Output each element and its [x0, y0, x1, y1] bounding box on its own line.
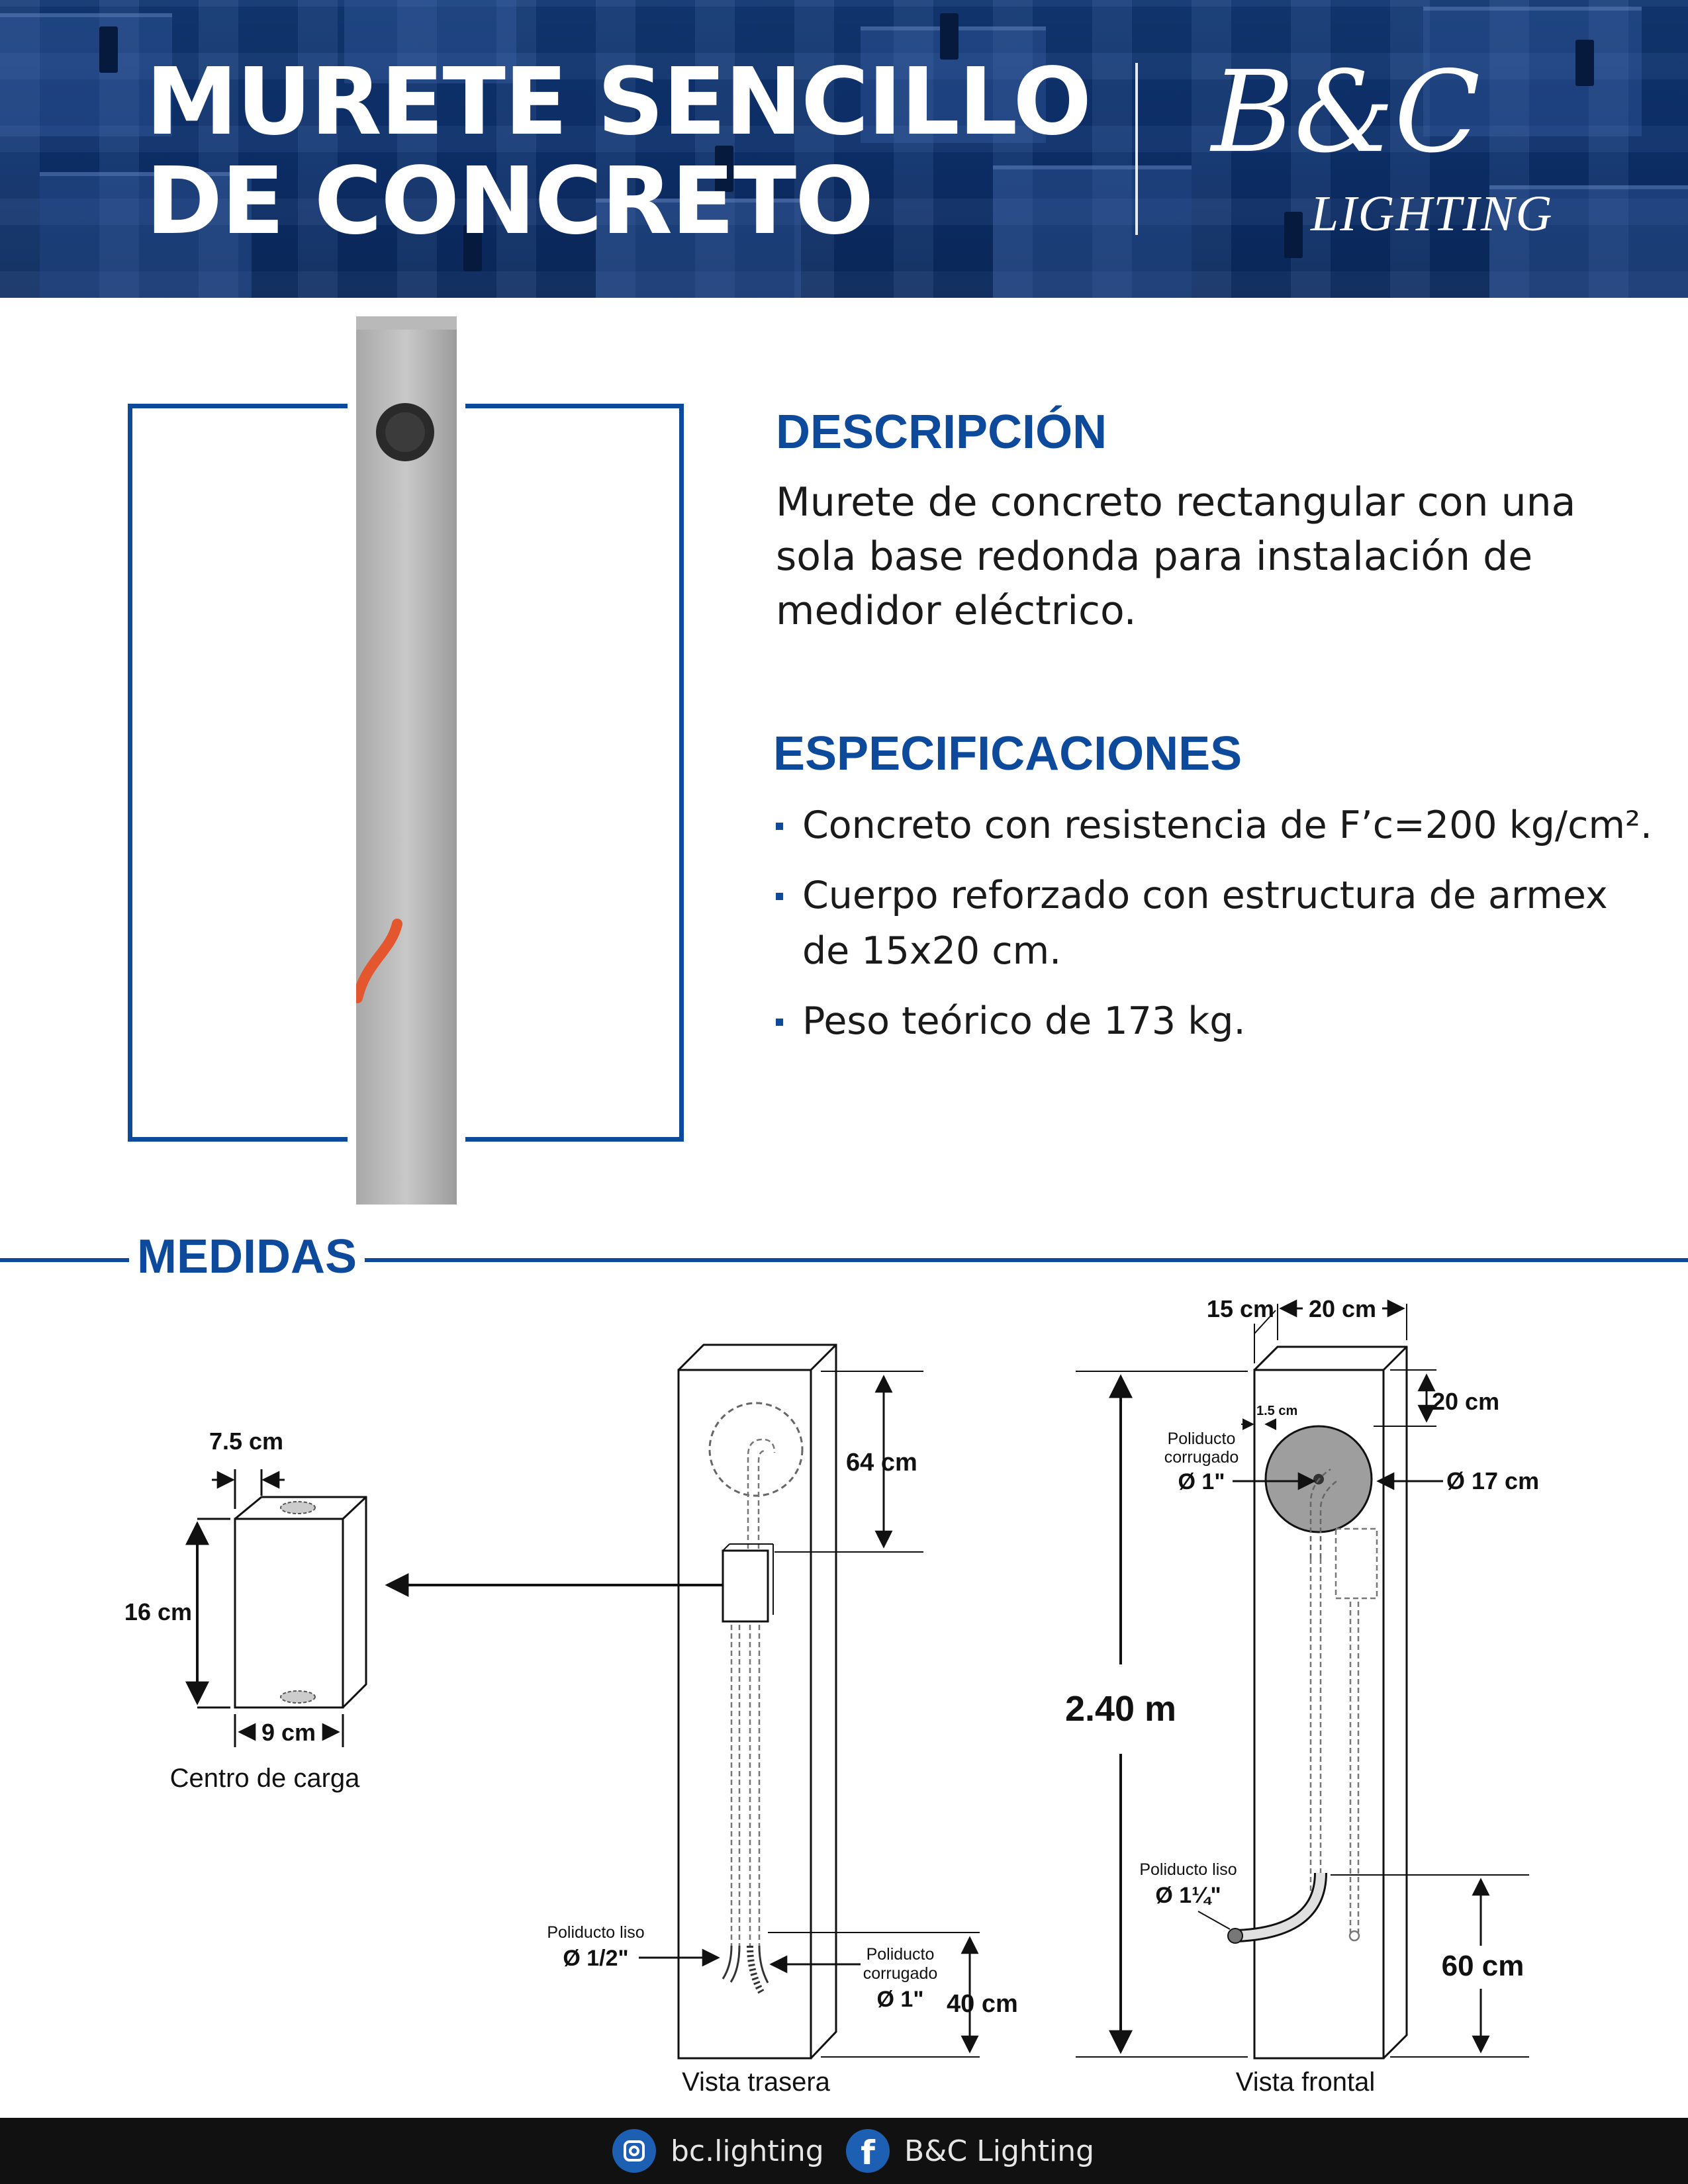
trasera-side-face: [679, 1345, 836, 2058]
page-title: [146, 48, 1091, 255]
knockout-top: [281, 1502, 315, 1514]
trasera-caption: Vista trasera: [682, 2068, 830, 2097]
trasera-liso-label-1: Poliducto liso: [547, 1923, 645, 1942]
frontal-width-label: 20 cm: [1308, 1295, 1377, 1322]
trasera-liso-label-2: Ø 1/2": [563, 1946, 629, 1971]
frontal-top-dim-label: 20 cm: [1432, 1388, 1500, 1415]
centro-height-label: 16 cm: [124, 1598, 192, 1625]
centro-carga-hidden: [723, 1551, 768, 1621]
specs-list: [776, 797, 1656, 1064]
hidden-conduit: [759, 1451, 765, 1549]
centro-box-edge: [343, 1497, 366, 1519]
frontal-bottom-dim-label: 60 cm: [1441, 1950, 1524, 1982]
murete-top: [356, 316, 457, 330]
frontal-corr-label-2: corrugado: [1164, 1448, 1239, 1467]
logo-mark: B&C: [1211, 47, 1481, 178]
spec-item: Concreto con resistencia de F’c=200 kg/cm².: [776, 797, 1656, 853]
centro-box-front: [235, 1519, 343, 1707]
description-title: DESCRIPCIÓN: [776, 406, 1107, 459]
vista-trasera: [547, 1345, 1017, 2097]
trasera-bottom-dim-label: 40 cm: [947, 1990, 1018, 2018]
conduit-end: [1350, 1931, 1359, 1940]
logo-text: LIGHTING: [1311, 186, 1554, 242]
meter-base-hidden: [710, 1403, 802, 1496]
trasera-corr-label-2: corrugado: [863, 1964, 938, 1983]
conduit-corrugado-edge: [759, 1946, 768, 1983]
trasera-edge: [811, 1345, 836, 1370]
frontal-corr-label-3: Ø 1": [1178, 1469, 1225, 1494]
facebook-handle[interactable]: B&C Lighting: [904, 2134, 1095, 2168]
header-banner: [0, 0, 1688, 298]
page-title-line-1: MURETE SENCILLO: [146, 48, 1091, 156]
instagram-link[interactable]: [612, 2118, 824, 2184]
page-title-line-2: DE CONCRETO: [146, 148, 873, 255]
instagram-icon: [612, 2129, 656, 2173]
header-divider: [1135, 63, 1138, 235]
frontal-base-dim-label: Ø 17 cm: [1446, 1467, 1540, 1494]
conduit-liso: [723, 1946, 731, 1979]
centro-box-back: [235, 1497, 366, 1707]
frontal-offset-label: 1.5 cm: [1256, 1404, 1298, 1418]
frontal-caption: Vista frontal: [1235, 2068, 1376, 2097]
trasera-top-dim-label: 64 cm: [846, 1449, 917, 1477]
dimension-drawing: [0, 1284, 1688, 2098]
centro-de-carga: [124, 1428, 366, 1793]
instagram-handle[interactable]: bc.lighting: [671, 2134, 824, 2168]
centro-width-label: 7.5 cm: [209, 1428, 284, 1455]
frontal-liso-label-2: Ø 1¼": [1155, 1883, 1221, 1908]
knockout-bottom: [281, 1691, 315, 1703]
facebook-link[interactable]: [846, 2118, 1094, 2184]
centro-carga-hidden: [1336, 1529, 1377, 1598]
hidden-conduit: [748, 1439, 774, 1549]
background-post: [1575, 40, 1594, 86]
frontal-depth-label: 15 cm: [1206, 1295, 1274, 1322]
footer-bar: [0, 2118, 1688, 2184]
spec-item: Cuerpo reforzado con estructura de armex de 15x20 cm.: [776, 868, 1656, 979]
trasera-front-face: [679, 1370, 811, 2058]
medidas-title: MEDIDAS: [129, 1230, 365, 1284]
background-post: [99, 26, 118, 73]
centro-caption: Centro de carga: [169, 1764, 360, 1793]
liso-pointer: [1198, 1911, 1230, 1929]
trasera-corr-label-3: Ø 1": [876, 1987, 924, 2012]
conduit-liso: [1237, 1873, 1321, 1936]
frontal-liso-label-1: Poliducto liso: [1139, 1860, 1237, 1879]
facebook-icon: f: [846, 2129, 890, 2173]
frontal-corr-label-1: Poliducto: [1167, 1430, 1236, 1448]
trasera-corr-label-1: Poliducto: [866, 1945, 935, 1964]
specs-title: ESPECIFICACIONES: [773, 727, 1243, 780]
meter-base-socket-inner: [385, 412, 425, 452]
centro-depth-label: 9 cm: [261, 1719, 316, 1746]
spec-item: Peso teórico de 173 kg.: [776, 993, 1656, 1049]
conduit-liso-end: [1228, 1929, 1243, 1943]
vista-frontal: [1065, 1295, 1539, 2097]
description-text: Murete de concreto rectangular con una sola base redonda para instalación de medidor eléctrico.: [776, 479, 1576, 634]
background-post: [1284, 212, 1303, 258]
frontal-height-label: 2.40 m: [1064, 1689, 1177, 1729]
murete-photo: [356, 316, 457, 1205]
frontal-edge: [1383, 1347, 1407, 1370]
